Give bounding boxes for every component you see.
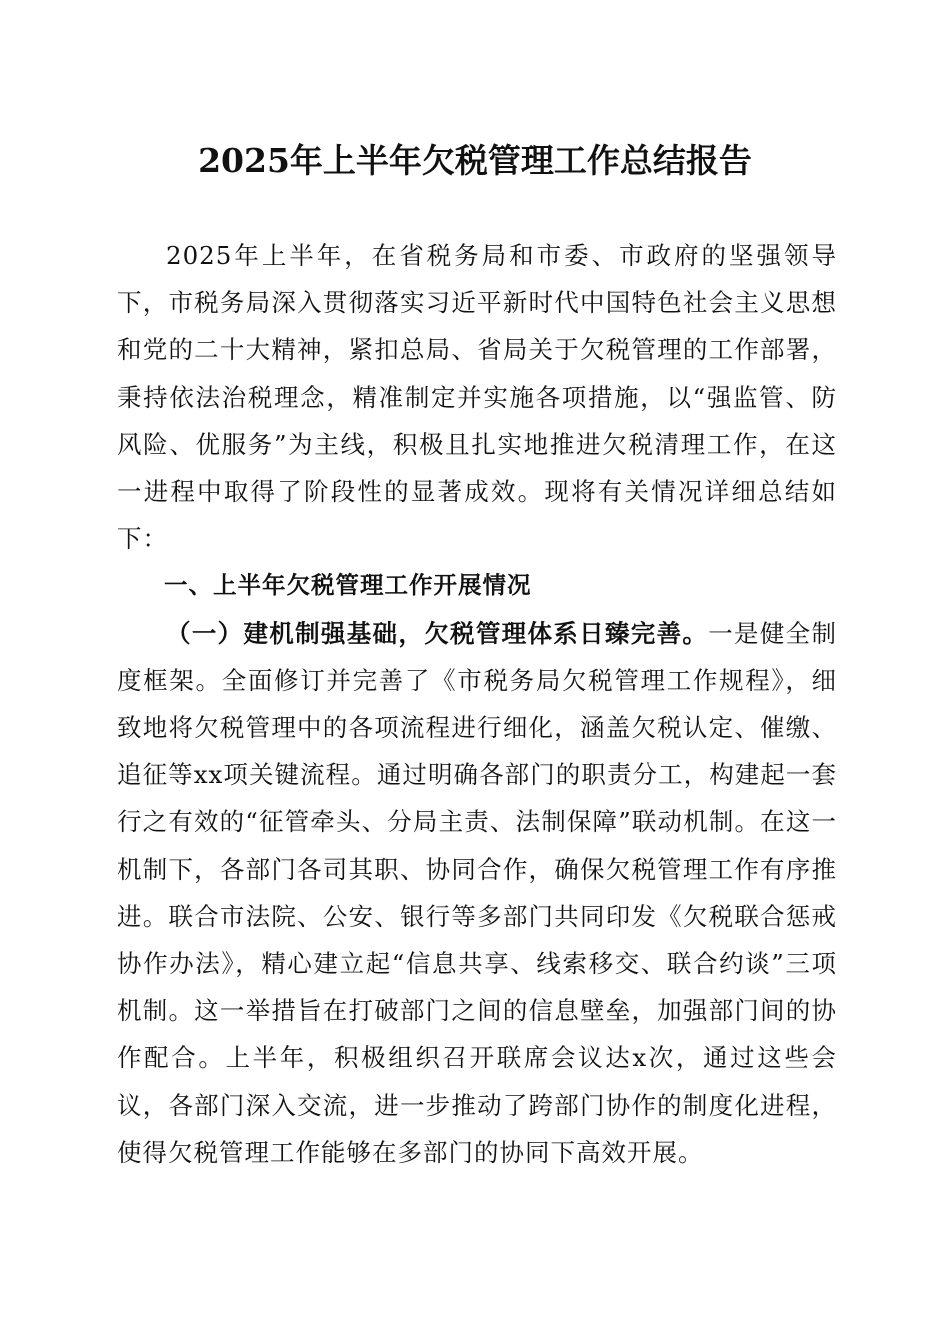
intro-paragraph: 2025年上半年，在省税务局和市委、市政府的坚强领导下，市税务局深入贯彻落实习近平新时代中国特色社会主义思想和党的二十大精神，紧扣总局、省局关于欠税管理的工作部署，秉持依法治税理念，精准制定并实施各项措施，以“强监管、防风险、优服务”为主线，积极且扎实地推进欠税清理工作，在这一进程中取得了阶段性的显著成效。现将有关情况详细总结如下： bbox=[117, 241, 837, 554]
section-heading: 一、上半年欠税管理工作开展情况 bbox=[164, 571, 532, 600]
subsection-body: 一是健全制度框架。全面修订并完善了《市税务局欠税管理工作规程》，细致地将欠税管理中的各项流程进行细化，涵盖欠税认定、催缴、追征等xx项关键流程。通过明确各部门的职责分工，构建起一套行之有效的“征管牵头、分局主责、法制保障”联动机制。在这一机制下，各部门各司其职、协同合作，确保欠税管理工作有序推进。联合市法院、公安、银行等多部门共同印发《欠税联合惩戒协作办法》，精心建立起“信息共享、线索移交、联合约谈”三项机制。这一举措旨在打破部门之间的信息壁垒，加强部门间的协作配合。上半年，积极组织召开联席会议达x次，通过这些会议，各部门深入交流，进一步推动了跨部门协作的制度化进程，使得欠税管理工作能够在多部门的协同下高效开展。 bbox=[117, 618, 837, 1167]
document-body bbox=[117, 232, 837, 1176]
subsection-lead: （一）建机制强基础，欠税管理体系日臻完善。 bbox=[166, 618, 709, 648]
document-title: 2025年上半年欠税管理工作总结报告 bbox=[198, 141, 752, 180]
subsection-paragraph bbox=[117, 610, 837, 1176]
